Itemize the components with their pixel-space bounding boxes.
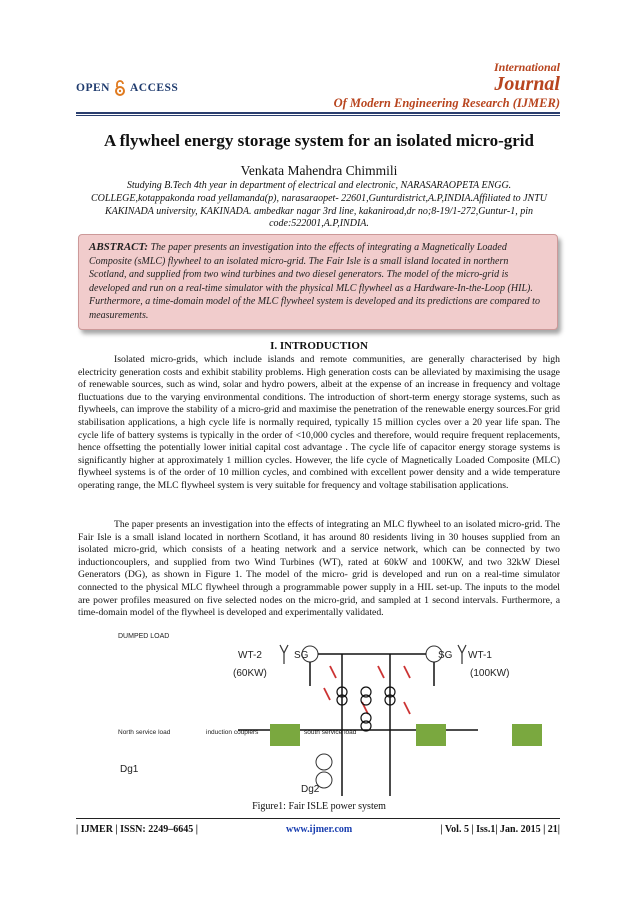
fair-isle-power-system-figure (78, 626, 560, 802)
figure-caption: Figure1: Fair ISLE power system (252, 801, 386, 812)
couplers-label: induction couplers (206, 729, 259, 736)
dumped-load-label: DUMPED LOAD (118, 633, 170, 640)
open-access-label: OPEN (76, 82, 110, 94)
abstract-box (78, 234, 558, 330)
section-heading: I. INTRODUCTION (270, 340, 368, 352)
journal-name-line1: International (493, 60, 560, 74)
page-footer (76, 824, 560, 835)
journal-name-line3: Of Modern Engineering Research (IJMER) (333, 96, 560, 110)
header-rule (76, 112, 560, 114)
intro-paragraph-1: Isolated micro-grids, which include islands and remote communities, are generally characterised by high electricity generation costs and exhibit stability problems. High generation costs can be alleviated by maximising the usage of renewable sources, such as wind, solar and hydro powers, albeit at the expense of an increase in frequency and voltage fluctuations due to the varying environmental conditions. The introduction of short-term energy storage systems, such as flywheels, can improve the stability of a micro-grid and maximise the penetration of the renewable energy sources.For grid stabilisation applications, a high cycle life is normally required, typically 15 million cycles over a 20 year life span. The cycle life of battery systems is typically in the order of <10,000 cycles and therefore, would require frequent replacements, hence offsetting the potentially lower initial capital cost advantage . The cycle life of capacitor energy storage systems is significantly higher at approximately 1 million cycles. However, the life cycle of Magnetically Loaded Composite (MLC) flywheel systems is of the order of 10 million cycles, and combined with excellent power density and a wide temperature operating range, the MLC flywheel system is very suitable for frequency and voltage stabilisation applications. (78, 354, 560, 491)
footer-rule (76, 818, 560, 819)
wt2-rating-label: (60KW) (233, 668, 267, 679)
east-load-box (512, 724, 542, 746)
dg2-label: Dg2 (301, 784, 320, 795)
dg1-label: Dg1 (120, 764, 139, 775)
paper-author: Venkata Mahendra Chimmili (240, 163, 398, 178)
journal-name-line2: Journal (494, 73, 560, 95)
sg-left-label: SG (294, 650, 309, 661)
wt1-label: WT-1 (468, 650, 492, 661)
intro-paragraph-2: The paper presents an investigation into the effects of integrating an MLC flywheel to an isolated micro-grid. The Fair Isle is a small island located in northern Scotland, it has around 80 residents living in 30 houses supplied from an isolated micro-grid, which consists of a heating network and a service network, which can be connected by two inductioncouplers, and supplied from two Wind Turbines (WT), rated at 60kW and 100KW, and two 32kW Diesel Generators (DG), as shown in Figure 1. The model of the micro- grid is developed and run on a real-time simulator connected to the physical MLC flywheel through a programmable power supply in a HIL set-up. The inputs to the model are power profiles measured on five selected nodes on the micro-grid, and sampled at 1 second intervals. Furthermore, a time-domain model of the flywheel is developed and experimentally validated. (78, 519, 560, 619)
open-access-label-2: ACCESS (129, 82, 179, 94)
wt1-rating-label: (100KW) (470, 668, 510, 679)
abstract-label: ABSTRACT: (89, 241, 149, 253)
open-lock-icon (114, 80, 126, 96)
south-load-label: south service load (304, 729, 357, 736)
south-load-box (416, 724, 446, 746)
wt2-label: WT-2 (238, 650, 262, 661)
footer-volume-info: | Vol. 5 | Iss.1| Jan. 2015 | 21| (440, 824, 560, 835)
north-load-label: North service load (118, 729, 171, 736)
open-access-logo (76, 80, 178, 96)
paper-title: A flywheel energy storage system for an isolated micro-grid (104, 131, 534, 150)
footer-website-link[interactable]: www.ijmer.com (285, 824, 353, 835)
abstract-text: The paper presents an investigation into the effects of integrating a Magnetically Loaded Composite (sMLC) flywheel to an isolated micro-grid. The Fair Isle is a small island located in northern Scotland, and supplied from two wind turbines and two diesel generators. The model of the micro-grid is developed and run on a real-time simulator with the physical MLC flywheel as a Hardware-In-the-Loop (HIL). Furthermore, a time-domain model of the MLC flywheel system is developed and its predictions are compared to measurements. (89, 242, 540, 321)
header-rule-thin (76, 115, 560, 116)
sg-right-label: SG (438, 650, 453, 661)
induction-coupler-box (270, 724, 300, 746)
author-affiliation: Studying B.Tech 4th year in department of electrical and electronic, NARASARAOPETA ENGG. COLLEGE,kotappakonda road yellamanda(p), narasaraopet- 22601,Gunturdistrict,A.P,INDIA.Affiliated to JNTU KAKINADA university, KAKINADA. ambedkar nagar 3rd line, kakaniroad,dr no;8-19/1-272,Guntur-1, pin code:522001,A.P,INDIA. (91, 180, 547, 230)
footer-journal-info: | IJMER | ISSN: 2249–6645 | (76, 824, 198, 835)
